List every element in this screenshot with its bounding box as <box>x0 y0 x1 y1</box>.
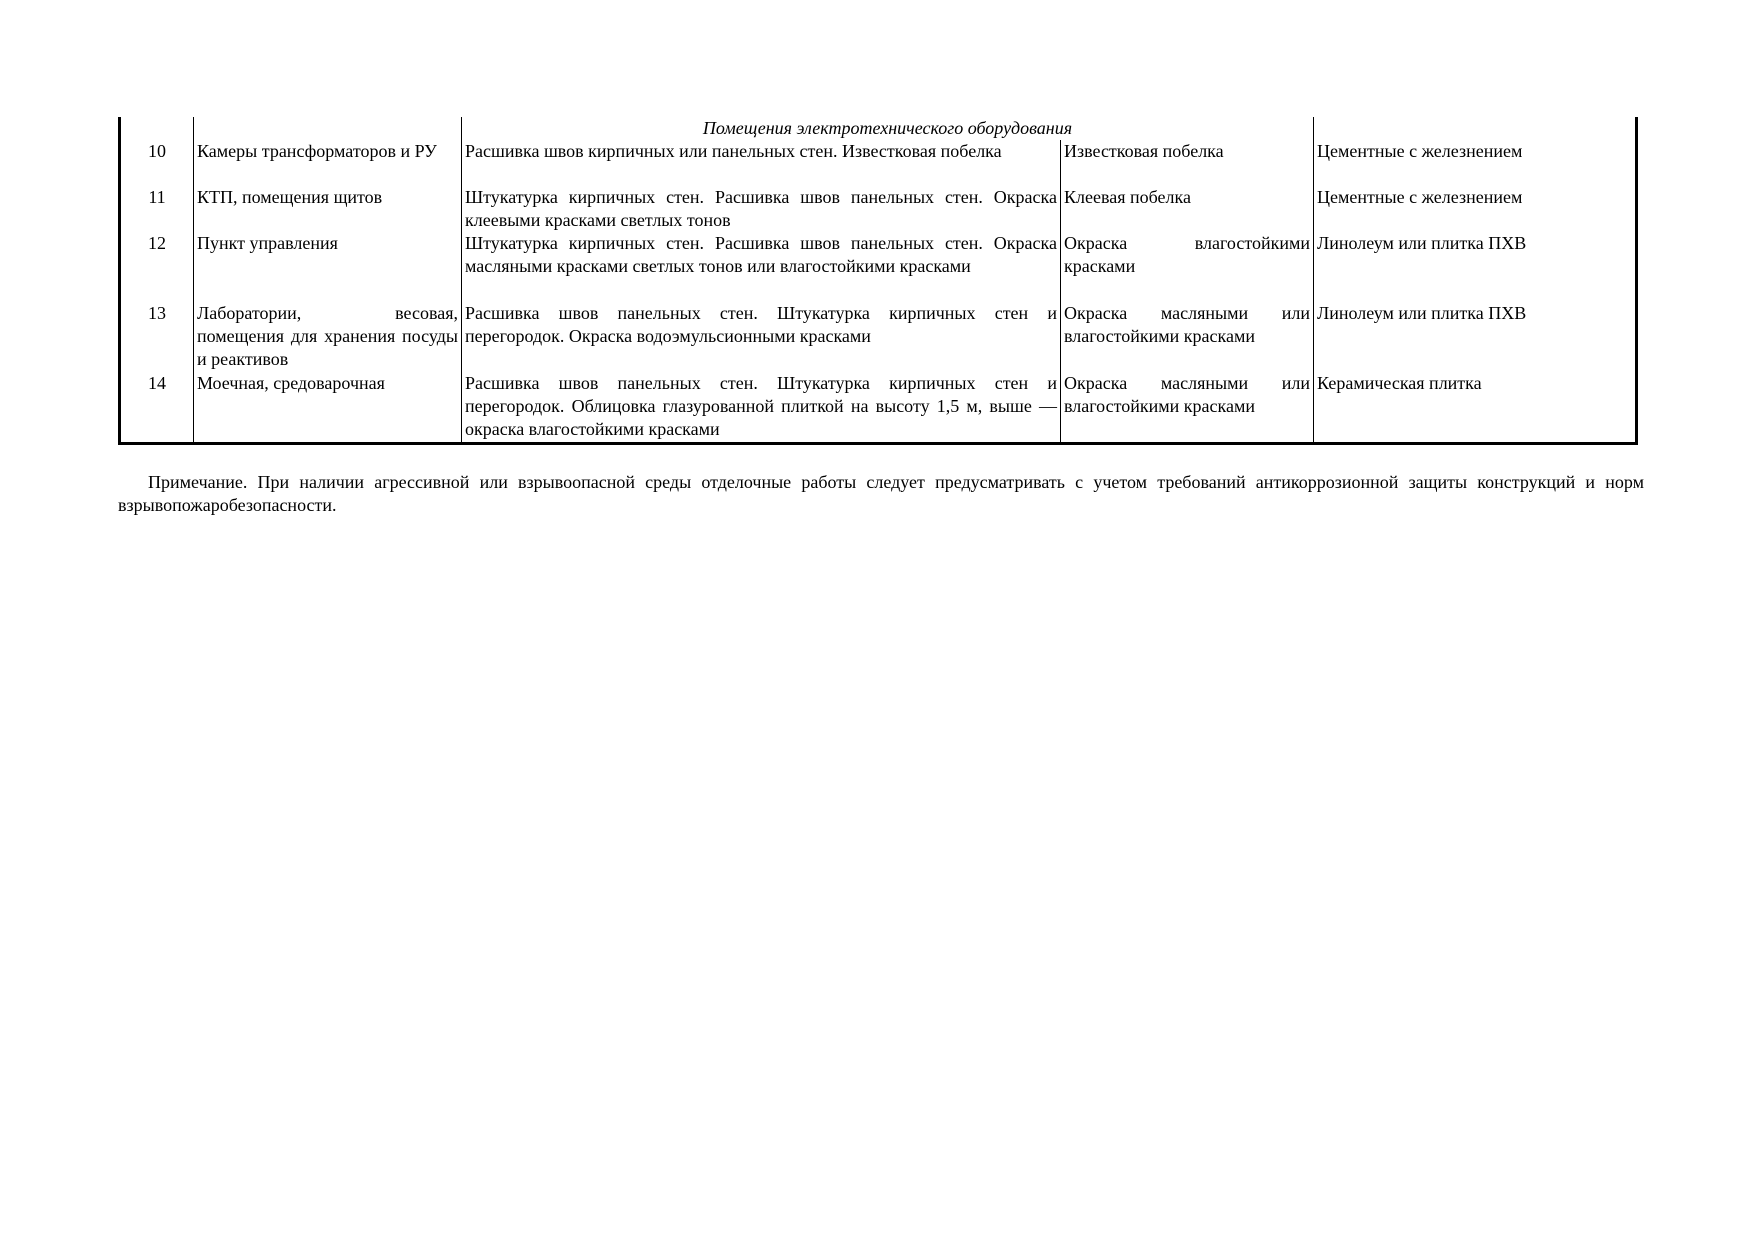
room-name: Моечная, средоварочная <box>194 372 462 444</box>
room-name: Камеры трансформаторов и РУ <box>194 140 462 186</box>
row-number: 11 <box>120 186 194 232</box>
section-row <box>120 117 1637 140</box>
ceilings-finish: Клеевая побелка <box>1061 186 1314 232</box>
section-cell-name <box>194 117 462 140</box>
table-row <box>120 372 1637 444</box>
floors-finish: Цементные с железнением <box>1314 186 1637 232</box>
section-title: Помещения электротехнического оборудования <box>462 117 1314 140</box>
ceilings-finish: Окраска влагостойкими красками <box>1061 232 1314 302</box>
finishing-table <box>118 117 1638 445</box>
row-number: 10 <box>120 140 194 186</box>
ceilings-finish: Окраска масляными или влагостойкими красками <box>1061 372 1314 444</box>
floors-finish: Линолеум или плитка ПХВ <box>1314 232 1637 302</box>
room-name: Пункт управления <box>194 232 462 302</box>
document-page <box>118 117 1644 535</box>
room-name: КТП, помещения щитов <box>194 186 462 232</box>
walls-finish: Штукатурка кирпичных стен. Расшивка швов панельных стен. Окраска масляными красками светлых тонов или влагостойкими красками <box>462 232 1061 302</box>
row-number: 13 <box>120 302 194 372</box>
ceilings-finish: Известковая побелка <box>1061 140 1314 186</box>
table-row <box>120 302 1637 372</box>
floors-finish: Цементные с железнением <box>1314 140 1637 186</box>
row-number: 14 <box>120 372 194 444</box>
walls-finish: Расшивка швов панельных стен. Штукатурка кирпичных стен и перегородок. Облицовка глазурованной плиткой на высоту 1,5 м, выше — окраска влагостойкими красками <box>462 372 1061 444</box>
floors-finish: Линолеум или плитка ПХВ <box>1314 302 1637 372</box>
ceilings-finish: Окраска масляными или влагостойкими красками <box>1061 302 1314 372</box>
walls-finish: Расшивка швов панельных стен. Штукатурка кирпичных стен и перегородок. Окраска водоэмульсионными красками <box>462 302 1061 372</box>
row-number: 12 <box>120 232 194 302</box>
section-cell-floor <box>1314 117 1637 140</box>
walls-finish: Расшивка швов кирпичных или панельных стен. Известковая побелка <box>462 140 1061 186</box>
section-cell-num <box>120 117 194 140</box>
table-row <box>120 186 1637 232</box>
walls-finish: Штукатурка кирпичных стен. Расшивка швов панельных стен. Окраска клеевыми красками светлых тонов <box>462 186 1061 232</box>
table-row <box>120 232 1637 302</box>
table-note: Примечание. При наличии агрессивной или взрывоопасной среды отделочные работы следует предусматривать с учетом требований антикоррозионной защиты конструкций и норм взрывопожаробезопасности. <box>118 472 1644 515</box>
floors-finish: Керамическая плитка <box>1314 372 1637 444</box>
room-name: Лаборатории, весовая, помещения для хранения посуды и реактивов <box>194 302 462 372</box>
table-row <box>120 140 1637 186</box>
